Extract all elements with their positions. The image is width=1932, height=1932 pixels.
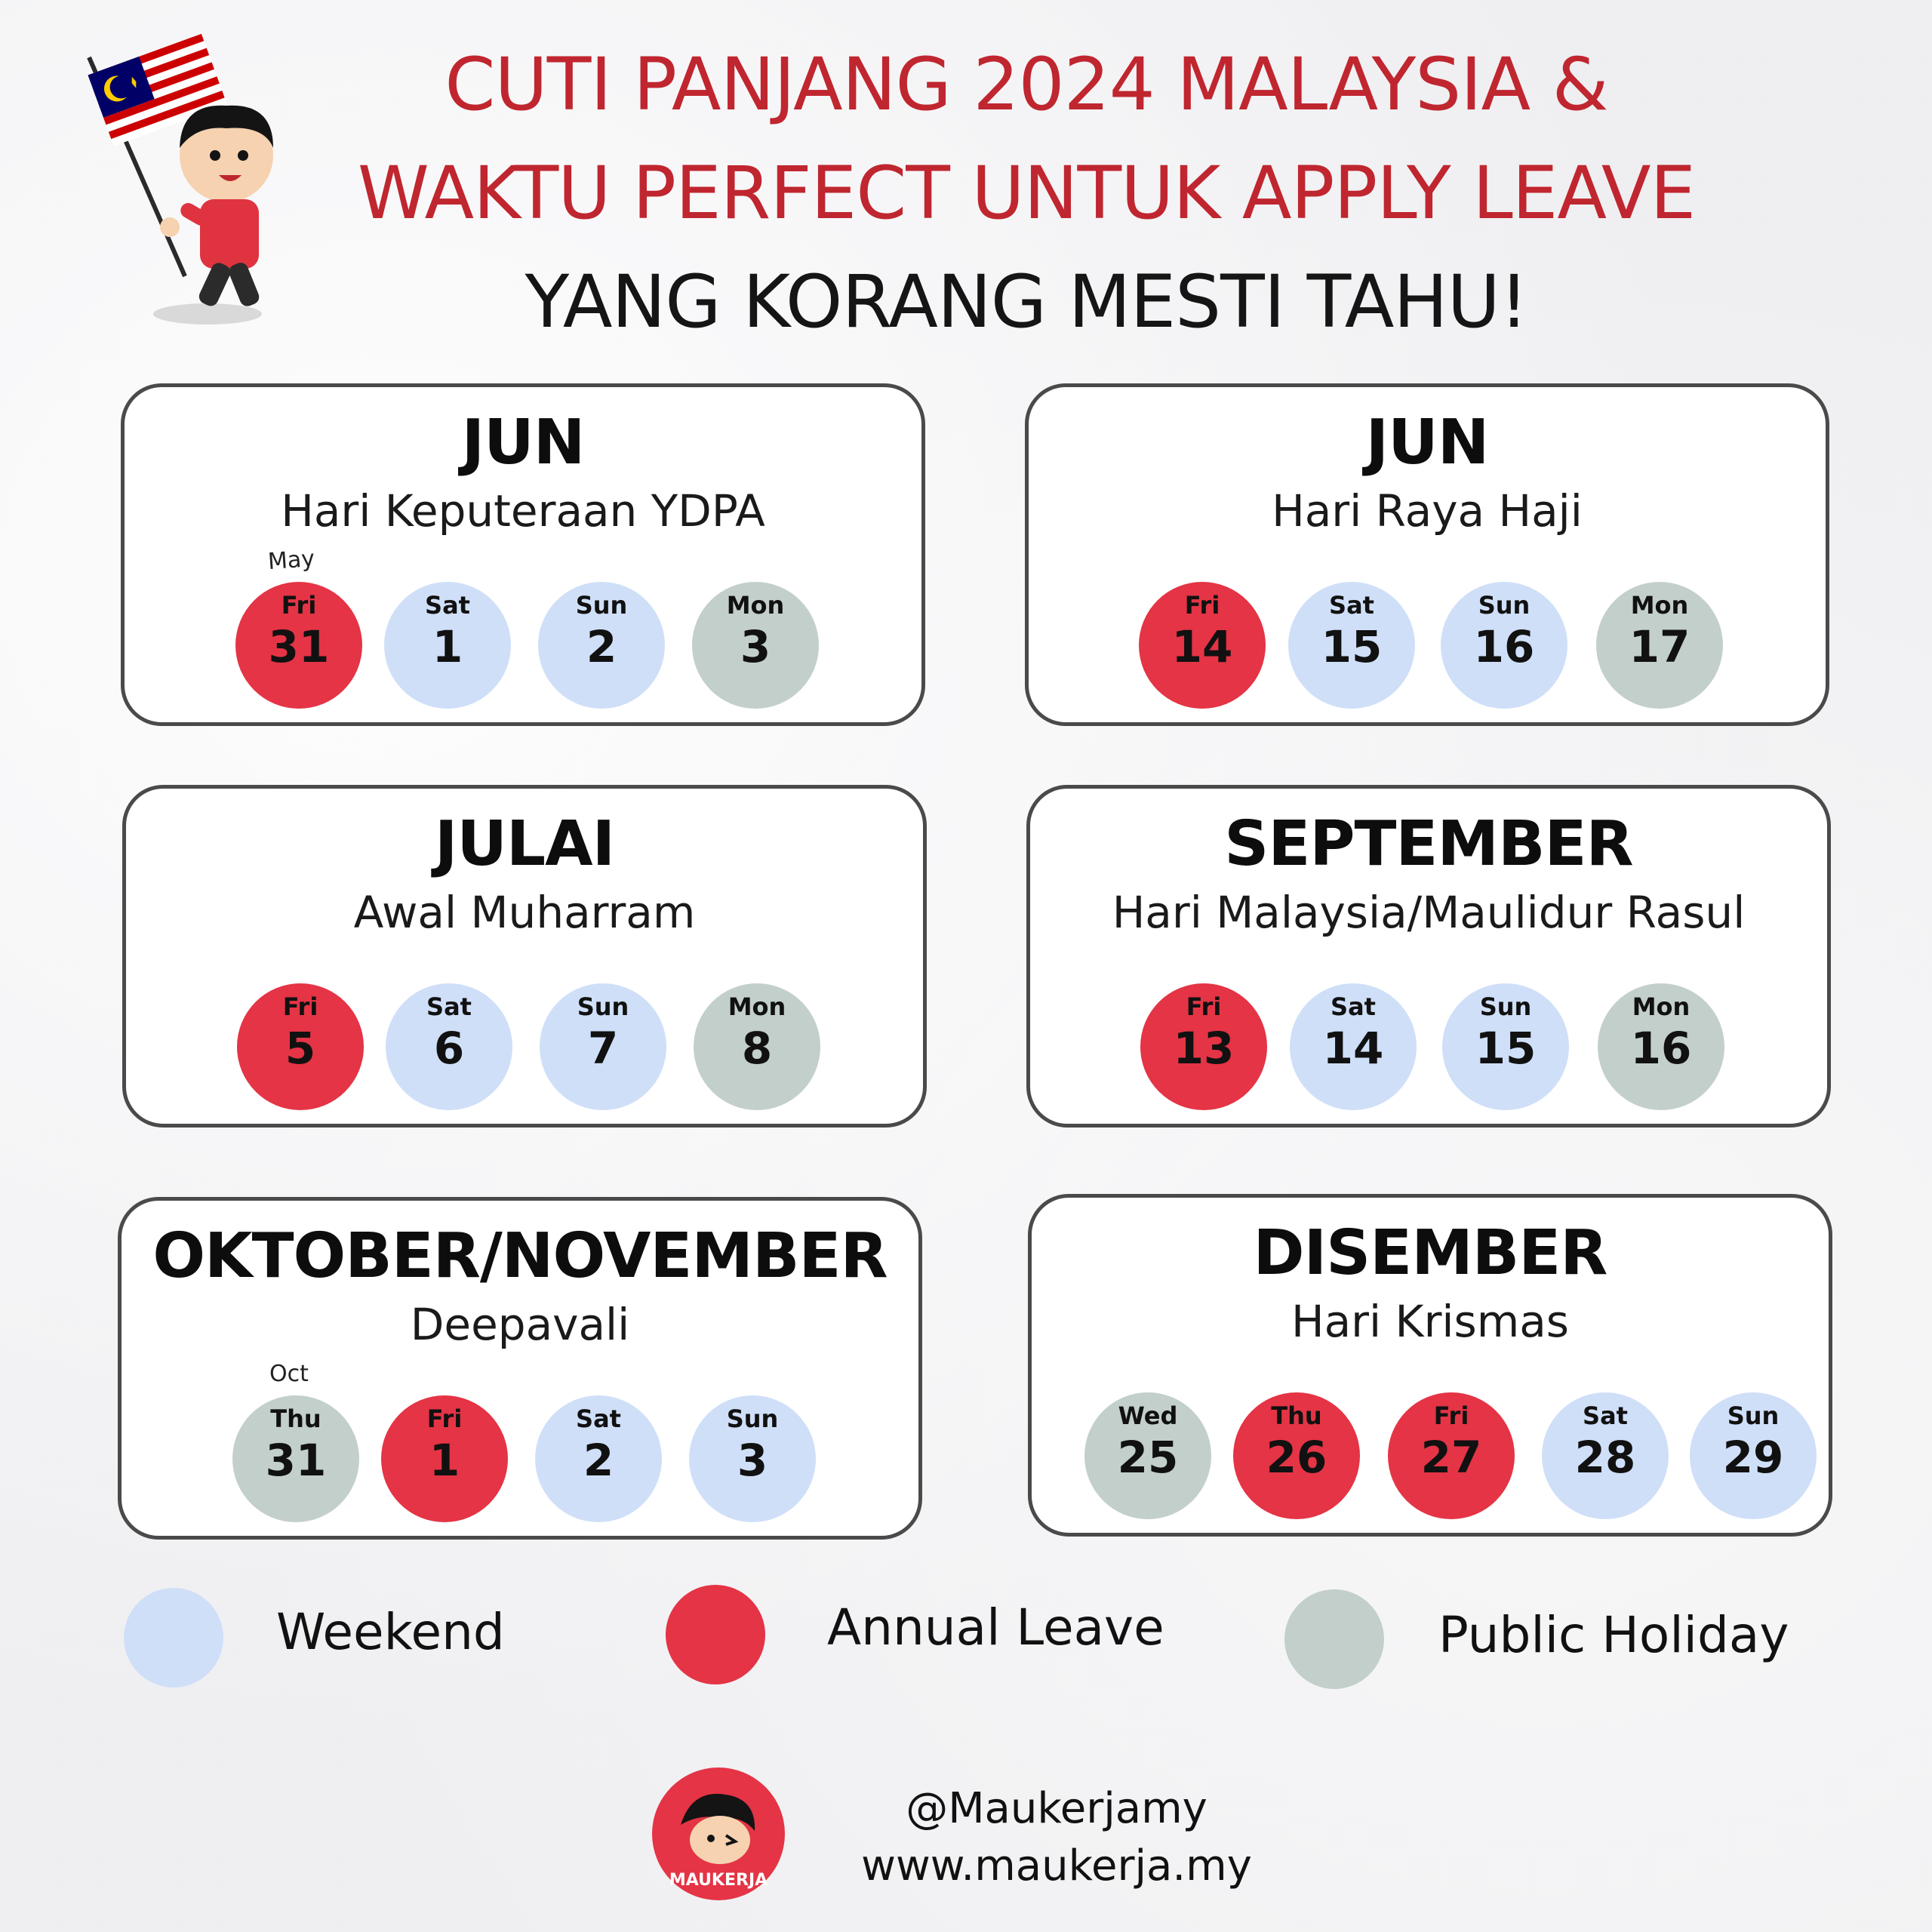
title-line-3: YANG KORANG MESTI TAHU! [525, 260, 1528, 344]
day-circle [689, 1395, 816, 1522]
day-name: Sun [1478, 591, 1531, 620]
day-number: 31 [265, 1435, 327, 1486]
day-name: Wed [1118, 1401, 1178, 1430]
day-row [126, 983, 923, 1112]
day-circle [538, 582, 665, 709]
day-number: 17 [1629, 621, 1690, 672]
website-url[interactable]: www.maukerja.my [861, 1841, 1252, 1890]
day-name: Fri [1186, 992, 1222, 1021]
day-circle [694, 983, 820, 1110]
card-holiday: Awal Muharram [353, 887, 696, 938]
title-line-2: WAKTU PERFECT UNTUK APPLY LEAVE [357, 151, 1696, 235]
day-circle [1442, 983, 1569, 1110]
day-name: Fri [1433, 1401, 1469, 1430]
legend-annual-leave-dot [666, 1585, 765, 1684]
card-jun-raya-haji [1025, 383, 1829, 726]
card-holiday: Hari Keputeraan YDPA [281, 485, 765, 537]
day-circle [1441, 582, 1567, 709]
day-number: 13 [1173, 1023, 1235, 1074]
day-name: Sun [726, 1404, 779, 1433]
day-circle [384, 582, 511, 709]
card-september [1026, 785, 1831, 1128]
day-name: Fri [1184, 591, 1220, 620]
day-name: Mon [726, 591, 785, 620]
card-julai [122, 785, 927, 1128]
social-handle: @Maukerjamy [906, 1784, 1208, 1833]
title-line-1: CUTI PANJANG 2024 MALAYSIA & [445, 42, 1608, 127]
card-month: JUN [1365, 407, 1489, 478]
day-name: Fri [282, 992, 318, 1021]
card-month: OKTOBER/NOVEMBER [152, 1220, 888, 1292]
maukerja-logo [651, 1766, 786, 1902]
card-month: DISEMBER [1253, 1217, 1607, 1289]
day-row [122, 1395, 918, 1524]
day-number: 16 [1473, 621, 1535, 672]
legend-annual-leave-label: Annual Leave [827, 1598, 1164, 1657]
card-holiday: Hari Krismas [1291, 1296, 1570, 1347]
day-number: 26 [1266, 1432, 1327, 1483]
day-number: 15 [1321, 621, 1383, 672]
legend-weekend-dot [124, 1588, 223, 1687]
day-circle [1233, 1392, 1360, 1519]
day-name: Sat [1583, 1401, 1628, 1430]
day-number: 31 [268, 621, 330, 672]
day-name: Sat [576, 1404, 621, 1433]
day-circle [1388, 1392, 1515, 1519]
day-number: 2 [586, 621, 617, 672]
day-number: 28 [1574, 1432, 1636, 1483]
card-holiday: Deepavali [410, 1299, 630, 1350]
card-jun-ydpa [121, 383, 925, 726]
legend-public-holiday-label: Public Holiday [1438, 1606, 1789, 1664]
day-circle [1288, 582, 1415, 709]
day-name: Mon [728, 992, 786, 1021]
legend-weekend-label: Weekend [276, 1603, 505, 1661]
day-circle [232, 1395, 359, 1522]
day-number: 16 [1630, 1023, 1692, 1074]
card-holiday: Hari Malaysia/Maulidur Rasul [1112, 887, 1746, 938]
day-circle [1542, 1392, 1669, 1519]
day-name: Sun [577, 992, 629, 1021]
day-row [125, 582, 921, 710]
day-name: Sun [1727, 1401, 1780, 1430]
card-month: JUN [461, 407, 585, 478]
card-holiday: Hari Raya Haji [1272, 485, 1583, 537]
legend-public-holiday-dot [1284, 1589, 1384, 1689]
day-name: Sat [1329, 591, 1374, 620]
day-number: 29 [1722, 1432, 1784, 1483]
day-row [1030, 983, 1827, 1112]
day-circle [692, 582, 819, 709]
day-name: Fri [426, 1404, 463, 1433]
day-circle [535, 1395, 662, 1522]
day-number: 25 [1117, 1432, 1179, 1483]
day-name: Sat [426, 992, 472, 1021]
day-circle [381, 1395, 508, 1522]
day-row [1032, 1392, 1829, 1521]
day-number: 2 [583, 1435, 614, 1486]
day-name: Mon [1630, 591, 1689, 620]
day-name: Thu [1271, 1401, 1322, 1430]
day-number: 27 [1420, 1432, 1482, 1483]
mascot-flag-boy-illustration [75, 27, 302, 329]
day-circle [540, 983, 666, 1110]
card-note: Oct [269, 1361, 309, 1387]
logo-text: MAUKERJA [669, 1871, 768, 1890]
day-circle [235, 582, 362, 709]
day-name: Mon [1632, 992, 1690, 1021]
day-number: 14 [1171, 621, 1233, 672]
day-circle [1084, 1392, 1211, 1519]
day-name: Sun [575, 591, 628, 620]
day-circle [1596, 582, 1723, 709]
day-circle [1690, 1392, 1817, 1519]
card-disember [1028, 1194, 1832, 1537]
card-note: May [266, 545, 316, 576]
day-number: 1 [432, 621, 463, 672]
day-name: Fri [281, 591, 317, 620]
day-name: Sat [1331, 992, 1376, 1021]
day-circle [1290, 983, 1417, 1110]
day-name: Sat [425, 591, 470, 620]
day-number: 6 [433, 1023, 465, 1074]
card-oktober-november [118, 1197, 922, 1540]
day-name: Thu [270, 1404, 321, 1433]
day-number: 8 [741, 1023, 773, 1074]
day-circle [1140, 983, 1267, 1110]
day-number: 3 [740, 621, 771, 672]
day-number: 5 [285, 1023, 316, 1074]
day-row [1029, 582, 1826, 710]
day-circle [1139, 582, 1266, 709]
day-number: 3 [737, 1435, 768, 1486]
day-number: 15 [1475, 1023, 1537, 1074]
day-number: 1 [429, 1435, 460, 1486]
day-name: Sun [1479, 992, 1532, 1021]
day-circle [386, 983, 512, 1110]
day-circle [237, 983, 364, 1110]
day-number: 14 [1322, 1023, 1384, 1074]
card-month: JULAI [434, 808, 615, 880]
card-month: SEPTEMBER [1224, 808, 1633, 880]
day-circle [1598, 983, 1724, 1110]
day-number: 7 [587, 1023, 619, 1074]
